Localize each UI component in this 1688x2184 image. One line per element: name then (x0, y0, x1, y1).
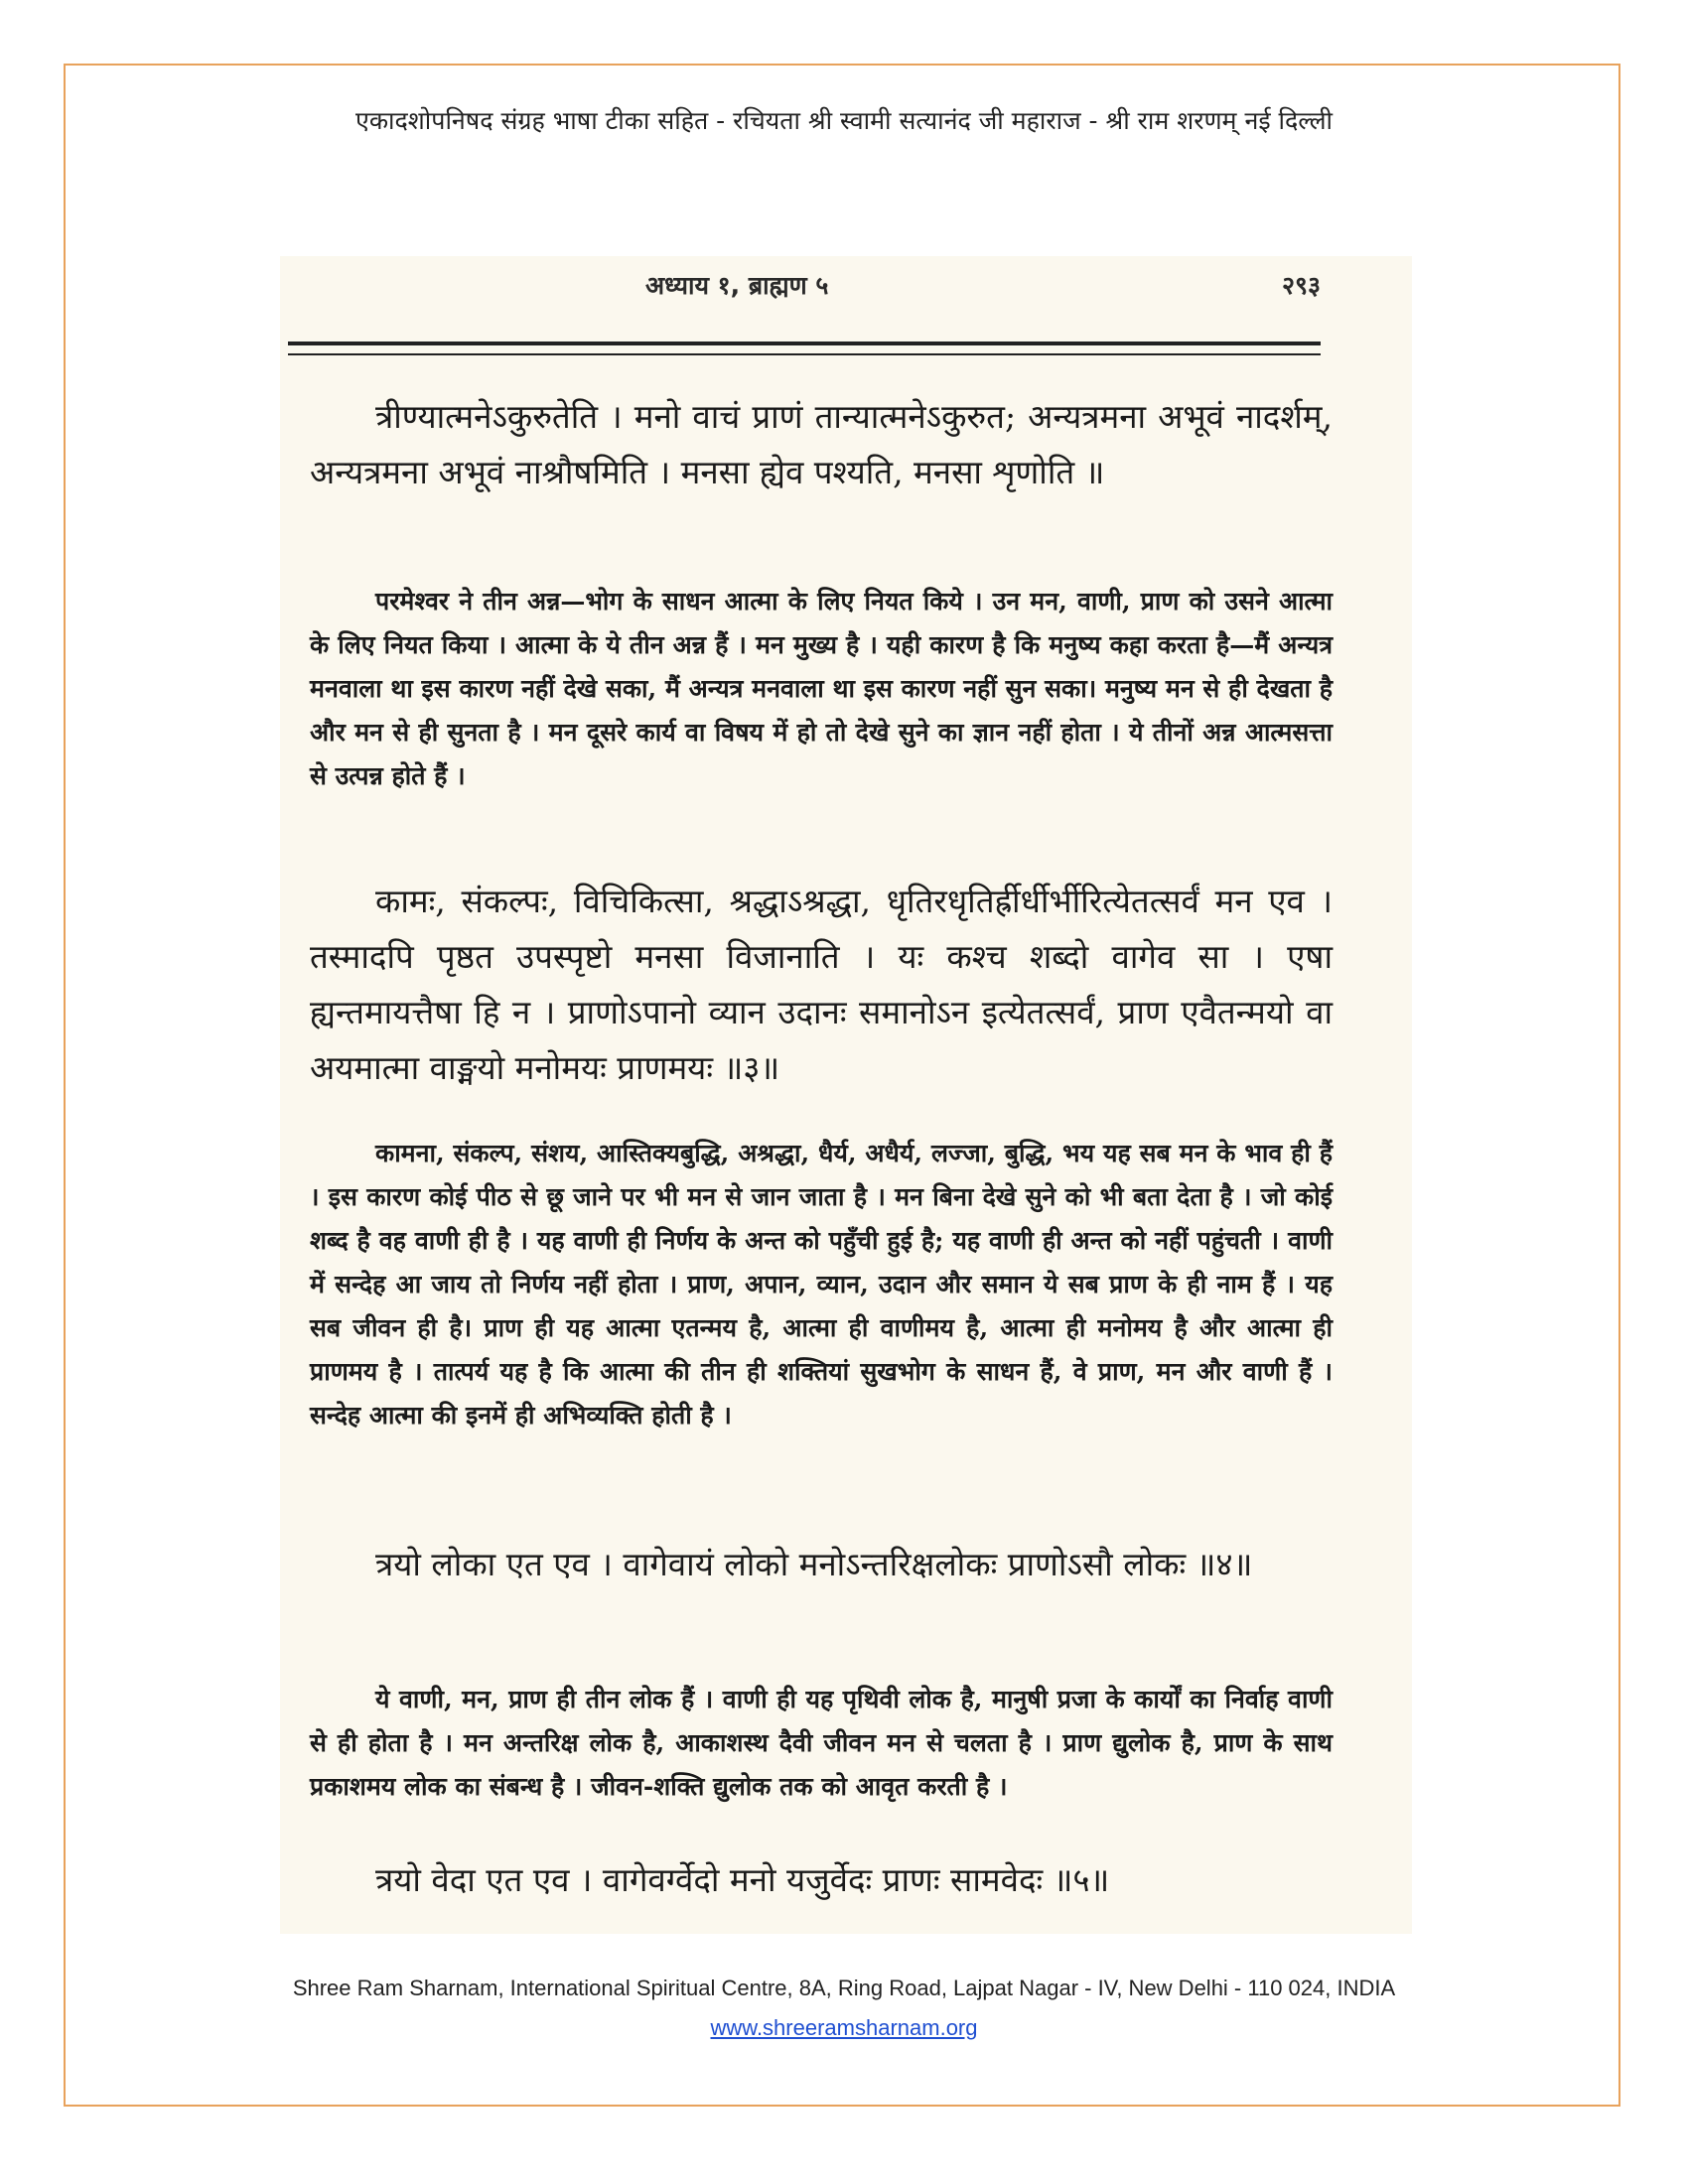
verse-1: त्रीण्यात्मनेऽकुरुतेति । मनो वाचं प्राणं तान्यात्मनेऽकुरुत; अन्यत्रमना अभूवं नादर्शम्, अन्यत्रमना अभूवं नाश्रौषमिति । मनसा ह्येव पश्यति, मनसा शृणोति ॥ (310, 397, 1333, 491)
header-rule-thin (288, 353, 1321, 355)
header-rule-thick (288, 341, 1321, 345)
website-link[interactable]: www.shreeramsharnam.org (710, 2015, 978, 2040)
chapter-title: अध्याय १, ब्राह्मण ५ (645, 271, 829, 300)
commentary-1: परमेश्वर ने तीन अन्न—भोग के साधन आत्मा के लिए नियत किये । उन मन, वाणी, प्राण को उसने आत्मा के लिए नियत किया । आत्मा के ये तीन अन्न हैं । मन मुख्य है । यही कारण है कि मनुष्य कहा करता है—मैं अन्यत्र मनवाला था इस कारण नहीं देखे सका, मैं अन्यत्र मनवाला था इस कारण नहीं सुन सका। मनुष्य मन से ही देखता है और मन से ही सुनता है । मन दूसरे कार्य वा विषय में हो तो देखे सुने का ज्ञान नहीं होता । ये तीनों अन्न आत्मसत्ता से उत्पन्न होते हैं । (310, 587, 1333, 790)
page-number: २९३ (1281, 271, 1321, 300)
verse-4: त्रयो वेदा एत एव । वागेवर्ग्वेदो मनो यजुर्वेदः प्राणः सामवेदः ॥५॥ (375, 1860, 1110, 1899)
footer-website (99, 2015, 1589, 2041)
commentary-2: कामना, संकल्प, संशय, आस्तिक्यबुद्धि, अश्रद्धा, धैर्य, अधैर्य, लज्जा, बुद्धि, भय यह सब मन के भाव ही हैं । इस कारण कोई पीठ से छू जाने पर भी मन से जान जाता है । मन बिना देखे सुने को भी बता देता है । जो कोई शब्द है वह वाणी ही है । यह वाणी ही निर्णय के अन्त को पहुँची हुई है; यह वाणी ही अन्त को नहीं पहुंचती । वाणी में सन्देह आ जाय तो निर्णय नहीं होता । प्राण, अपान, व्यान, उदान और समान ये सब प्राण के ही नाम हैं । यह सब जीवन ही है। प्राण ही यह आत्मा एतन्मय है, आत्मा ही वाणीमय है, आत्मा ही मनोमय है और आत्मा ही प्राणमय है । तात्पर्य यह है कि आत्मा की तीन ही शक्तियां सुखभोग के साधन हैं, वे प्राण, मन और वाणी हैं । सन्देह आत्मा की इनमें ही अभिव्यक्ति होती है । (310, 1139, 1333, 1430)
page-header: एकादशोपनिषद संग्रह भाषा टीका सहित - रचियता श्री स्वामी सत्यानंद जी महाराज - श्री राम शरणम् नई दिल्ली (355, 106, 1333, 135)
commentary-3: ये वाणी, मन, प्राण ही तीन लोक हैं । वाणी ही यह पृथिवी लोक है, मानुषी प्रजा के कार्यों का निर्वाह वाणी से ही होता है । मन अन्तरिक्ष लोक है, आकाशस्थ दैवी जीवन मन से चलता है । प्राण द्युलोक है, प्राण के साथ प्रकाशमय लोक का संबन्ध है । जीवन-शक्ति द्युलोक तक को आवृत करती है । (310, 1685, 1333, 1801)
footer-address: Shree Ram Sharnam, International Spiritual Centre, 8A, Ring Road, Lajpat Nagar - IV, New Delhi - 110 024, INDIA (292, 1976, 1396, 2000)
verse-2: कामः, संकल्पः, विचिकित्सा, श्रद्धाऽश्रद्धा, धृतिरधृतिर्ह्रीर्धीर्भीरित्येतत्सर्वं मन एव । तस्मादपि पृष्ठत उपस्पृष्टो मनसा विजानाति । यः कश्च शब्दो वागेव सा । एषा ह्यन्तमायत्तैषा हि न । प्राणोऽपानो व्यान उदानः समानोऽन इत्येतत्सर्वं, प्राण एवैतन्मयो वा अयमात्मा वाङ्मयो मनोमयः प्राणमयः ॥३॥ (310, 882, 1333, 1087)
verse-3: त्रयो लोका एत एव । वागेवायं लोको मनोऽन्तरिक्षलोकः प्राणोऽसौ लोकः ॥४॥ (375, 1545, 1253, 1583)
